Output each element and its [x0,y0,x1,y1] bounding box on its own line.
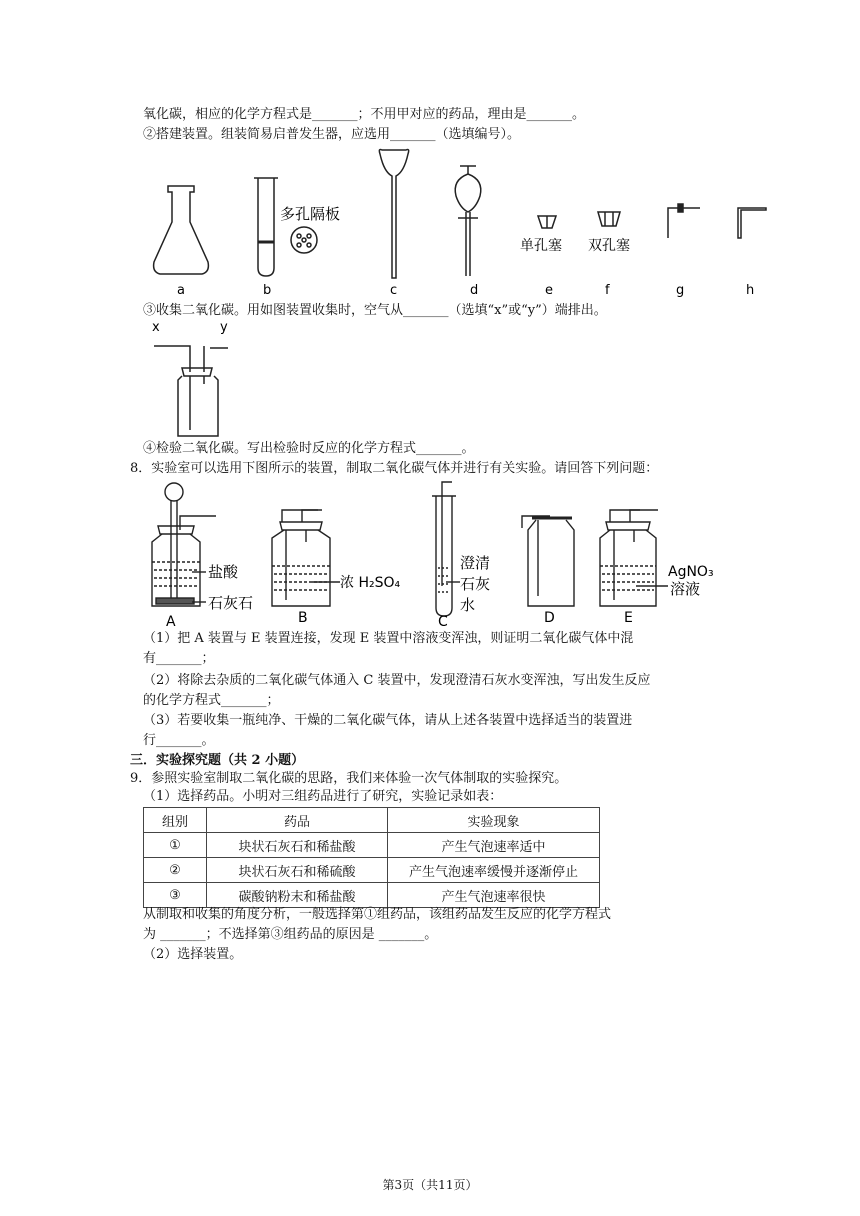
table-header-row [144,808,600,833]
table-cell: 产生气泡速率很快 [388,883,600,908]
test-tube-icon [258,178,274,276]
q7-line4: ④检验二氧化碳。写出检验时反应的化学方程式_______。 [143,441,475,456]
q9-stem: 9．参照实验室制取二氧化碳的思路，我们来体验一次气体制取的实验探究。 [130,771,568,786]
table-cell: ② [144,858,207,883]
conical-flask-icon [154,186,209,274]
q8-p3a: （3）若要收集一瓶纯净、干燥的二氧化碳气体，请从上述各装置中选择适当的装置进 [143,713,633,728]
table-row [144,858,600,883]
gas-bottle-icon [178,376,218,436]
q9-a1: 从制取和收集的角度分析，一般选择第①组药品，该组药品发生反应的化学方程式 [143,907,612,922]
device-letter-b: B [298,610,308,626]
table-row [144,883,600,908]
q8-p2b: 的化学方程式_______； [143,693,280,708]
table-cell: ① [144,833,207,858]
b-label: 多孔隔板 [280,205,341,223]
q8-p1a: （1）把 A 装置与 E 装置连接，发现 E 装置中溶液变浑浊，则证明二氧化碳气体中混 [143,631,634,646]
collection-bottle-figure [148,318,238,440]
device-letter-e: E [624,610,633,626]
limestone-label: 石灰石 [208,594,254,612]
device-e-icon [600,510,658,606]
table-cell: 产生气泡速率缓慢并逐渐停止 [388,858,600,883]
q8-p1b: 有_______； [143,651,215,666]
table-header: 实验现象 [388,808,600,833]
solution-label: 溶液 [670,580,701,598]
table-header: 药品 [207,808,388,833]
q9-s2: （2）选择装置。 [143,947,243,962]
e-label: 单孔塞 [520,238,562,254]
two-hole-stopper-icon [598,212,620,226]
letter-c: c [390,283,398,298]
letter-a: a [177,283,185,298]
bent-tube-clamp-icon [668,208,700,238]
experiment-record-table [143,807,600,908]
device-letter-c: C [438,614,448,628]
device-a-icon [152,483,216,606]
table-cell: ③ [144,883,207,908]
acid-label: 盐酸 [208,563,239,581]
device-letter-d: D [544,610,555,626]
devices-figure [140,478,740,628]
q9-a2: 为 _______；不选择第③组药品的原因是 _______。 [143,927,438,942]
limewater-label-3: 水 [460,596,476,614]
separatory-funnel-icon [455,174,481,212]
q8-stem: 8．实验室可以选用下图所示的装置，制取二氧化碳气体并进行有关实验。请回答下列问题： [130,461,659,476]
device-letter-a: A [166,614,176,628]
q8-p3b: 行_______。 [143,733,215,748]
letter-d: d [470,283,479,298]
table-cell: 块状石灰石和稀盐酸 [207,833,388,858]
table-header: 组别 [144,808,207,833]
q7-line1: 氧化碳，相应的化学方程式是_______；不用甲对应的药品，理由是_______。 [143,107,586,122]
bent-tube-icon [738,208,766,238]
apparatus-figure [140,144,780,302]
page-footer: 第3页（共11页） [382,1178,478,1192]
letter-f: f [605,283,610,298]
letter-b: b [263,283,272,298]
agno3-label: AgNO₃ [668,564,714,580]
letter-g: g [676,283,685,298]
table-cell: 块状石灰石和稀硫酸 [207,858,388,883]
table-row [144,833,600,858]
device-c-icon [432,482,456,616]
letter-e: e [545,283,553,298]
h2so4-label: 浓 H₂SO₄ [340,575,401,591]
q7-line3: ③收集二氧化碳。用如图装置收集时，空气从_______（选填“x”或“y”）端排出。 [143,303,607,318]
limewater-label-2: 石灰 [460,575,491,593]
q9-s1: （1）选择药品。小明对三组药品进行了研究，实验记录如表： [143,789,503,804]
device-b-icon [272,510,330,606]
perforated-plate-icon [291,227,317,253]
f-label: 双孔塞 [588,238,630,254]
long-neck-funnel-icon [379,150,408,279]
table-cell: 碳酸钠粉末和稀盐酸 [207,883,388,908]
x-label: x [152,320,160,335]
y-label: y [220,320,228,335]
q7-line2: ②搭建装置。组装简易启普发生器，应选用_______（选填编号）。 [143,127,521,142]
q8-p2a: （2）将除去杂质的二氧化碳气体通入 C 装置中，发现澄清石灰水变浑浊，写出发生反应 [143,673,651,688]
device-d-icon [522,516,574,606]
section-3-heading: 三．实验探究题（共 2 小题） [130,753,305,768]
limewater-label-1: 澄清 [460,554,491,572]
table-cell: 产生气泡速率适中 [388,833,600,858]
letter-h: h [746,283,755,298]
